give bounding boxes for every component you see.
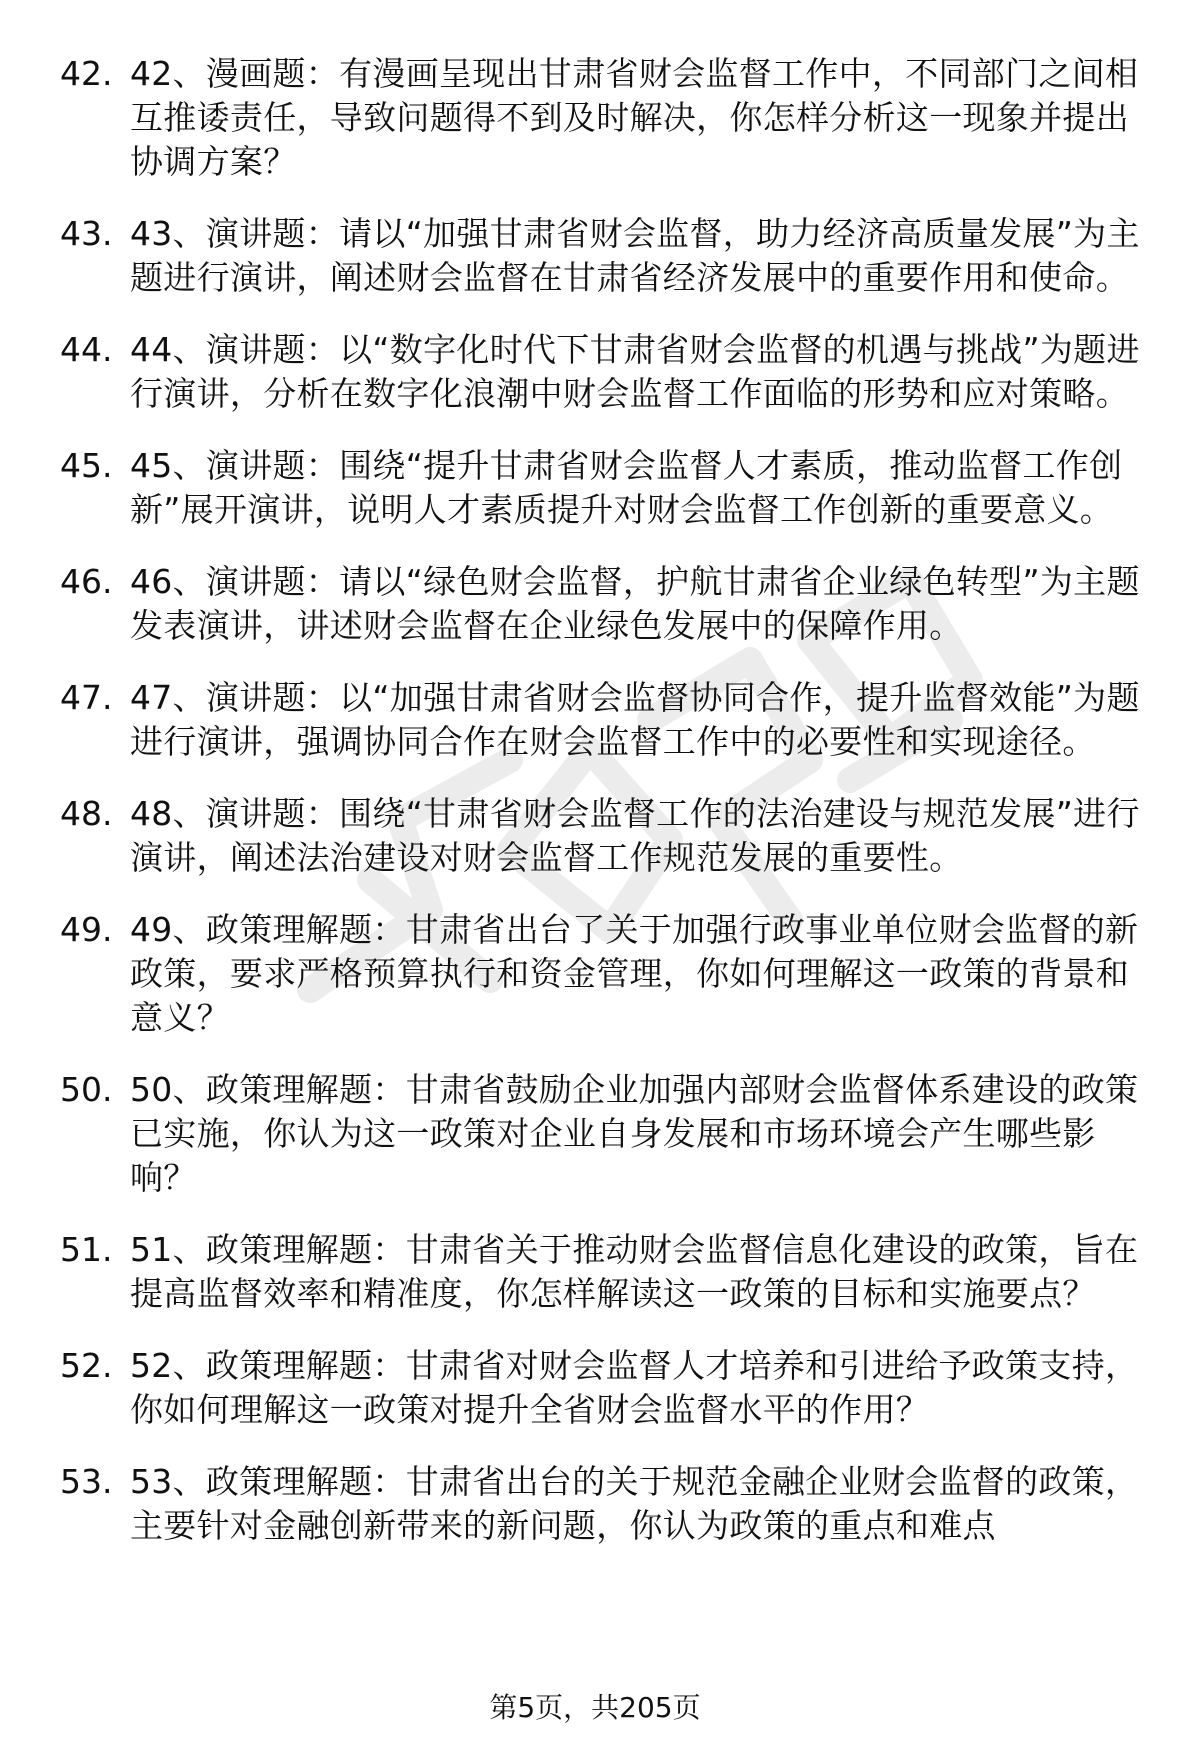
question-number: 48. bbox=[60, 794, 113, 833]
question-item bbox=[60, 444, 1160, 532]
question-number: 43. bbox=[60, 214, 113, 253]
question-text: 46、演讲题：请以“绿色财会监督，护航甘肃省企业绿色转型”为主题发表演讲，讲述财会监督在企业绿色发展中的保障作用。 bbox=[130, 562, 1140, 645]
question-item bbox=[60, 1344, 1160, 1432]
question-text: 44、演讲题：以“数字化时代下甘肃省财会监督的机遇与挑战”为题进行演讲，分析在数字化浪潮中财会监督工作面临的形势和应对策略。 bbox=[130, 330, 1140, 413]
question-item bbox=[60, 1228, 1160, 1316]
question-text: 42、漫画题：有漫画呈现出甘肃省财会监督工作中，不同部门之间相互推诿责任，导致问题得不到及时解决，你怎样分析这一现象并提出协调方案？ bbox=[130, 54, 1139, 181]
question-text: 53、政策理解题：甘肃省出台的关于规范金融企业财会监督的政策，主要针对金融创新带来的新问题，你认为政策的重点和难点 bbox=[130, 1462, 1139, 1545]
question-text: 43、演讲题：请以“加强甘肃省财会监督，助力经济高质量发展”为主题进行演讲，阐述财会监督在甘肃省经济发展中的重要作用和使命。 bbox=[130, 214, 1140, 297]
page-indicator: 第5页，共205页 bbox=[489, 1691, 701, 1724]
question-number: 47. bbox=[60, 678, 113, 717]
question-number: 44. bbox=[60, 330, 113, 369]
question-number: 50. bbox=[60, 1070, 113, 1109]
question-number: 42. bbox=[60, 54, 113, 93]
question-number: 52. bbox=[60, 1346, 113, 1385]
question-text: 49、政策理解题：甘肃省出台了关于加强行政事业单位财会监督的新政策，要求严格预算执行和资金管理，你如何理解这一政策的背景和意义？ bbox=[130, 910, 1139, 1037]
question-item bbox=[60, 792, 1160, 880]
question-number: 51. bbox=[60, 1230, 113, 1269]
question-number: 49. bbox=[60, 910, 113, 949]
question-item bbox=[60, 1460, 1160, 1548]
question-item bbox=[60, 212, 1160, 300]
question-item bbox=[60, 52, 1160, 184]
question-text: 48、演讲题：围绕“甘肃省财会监督工作的法治建设与规范发展”进行演讲，阐述法治建设对财会监督工作规范发展的重要性。 bbox=[130, 794, 1140, 877]
question-number: 45. bbox=[60, 446, 113, 485]
question-item bbox=[60, 328, 1160, 416]
question-item bbox=[60, 560, 1160, 648]
question-text: 47、演讲题：以“加强甘肃省财会监督协同合作，提升监督效能”为题进行演讲，强调协同合作在财会监督工作中的必要性和实现途径。 bbox=[130, 678, 1140, 761]
question-list bbox=[60, 52, 1160, 1576]
question-item bbox=[60, 908, 1160, 1040]
question-number: 53. bbox=[60, 1462, 113, 1501]
question-text: 45、演讲题：围绕“提升甘肃省财会监督人才素质，推动监督工作创新”展开演讲，说明人才素质提升对财会监督工作创新的重要意义。 bbox=[130, 446, 1123, 529]
question-text: 52、政策理解题：甘肃省对财会监督人才培养和引进给予政策支持，你如何理解这一政策对提升全省财会监督水平的作用？ bbox=[130, 1346, 1139, 1429]
question-item bbox=[60, 676, 1160, 764]
question-text: 50、政策理解题：甘肃省鼓励企业加强内部财会监督体系建设的政策已实施，你认为这一政策对企业自身发展和市场环境会产生哪些影响？ bbox=[130, 1070, 1139, 1197]
question-number: 46. bbox=[60, 562, 113, 601]
question-text: 51、政策理解题：甘肃省关于推动财会监督信息化建设的政策，旨在提高监督效率和精准度，你怎样解读这一政策的目标和实施要点？ bbox=[130, 1230, 1139, 1313]
question-item bbox=[60, 1068, 1160, 1200]
